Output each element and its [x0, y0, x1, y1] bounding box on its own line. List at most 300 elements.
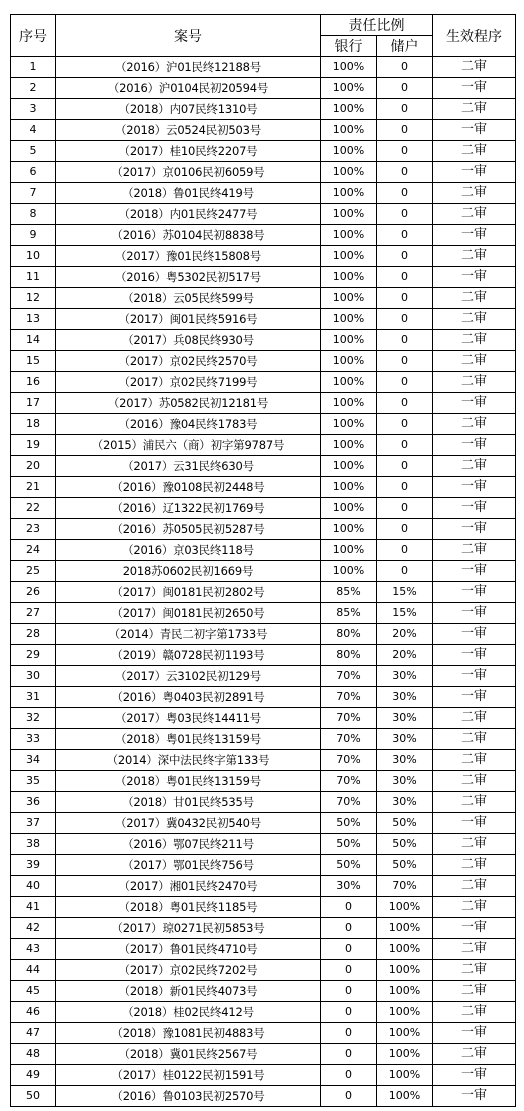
bank-ratio-cell: 85% — [321, 582, 377, 603]
procedure-cell: 一审 — [433, 645, 516, 666]
bank-ratio-cell: 85% — [321, 603, 377, 624]
row-number-cell: 6 — [11, 162, 56, 183]
header-ratio: 责任比例 — [321, 15, 433, 36]
row-number-cell: 18 — [11, 414, 56, 435]
header-no: 序号 — [11, 15, 56, 57]
depositor-ratio-cell: 100% — [377, 981, 433, 1002]
table-row — [11, 204, 516, 225]
row-number-cell: 35 — [11, 771, 56, 792]
procedure-cell: 二审 — [433, 792, 516, 813]
bank-ratio-cell: 70% — [321, 729, 377, 750]
case-number-cell: （2018）甘01民终535号 — [56, 792, 321, 813]
row-number-cell: 2 — [11, 78, 56, 99]
table-row — [11, 162, 516, 183]
procedure-cell: 二审 — [433, 771, 516, 792]
bank-ratio-cell: 0 — [321, 1023, 377, 1044]
table-row — [11, 645, 516, 666]
row-number-cell: 43 — [11, 939, 56, 960]
bank-ratio-cell: 50% — [321, 813, 377, 834]
bank-ratio-cell: 100% — [321, 78, 377, 99]
table-row — [11, 309, 516, 330]
bank-ratio-cell: 0 — [321, 960, 377, 981]
bank-ratio-cell: 100% — [321, 57, 377, 78]
bank-ratio-cell: 100% — [321, 225, 377, 246]
case-number-cell: 2018苏0602民初1669号 — [56, 561, 321, 582]
table-row — [11, 330, 516, 351]
bank-ratio-cell: 100% — [321, 414, 377, 435]
table-row — [11, 477, 516, 498]
depositor-ratio-cell: 100% — [377, 1086, 433, 1107]
responsibility-table — [10, 14, 516, 1107]
row-number-cell: 14 — [11, 330, 56, 351]
bank-ratio-cell: 100% — [321, 330, 377, 351]
table-row — [11, 981, 516, 1002]
row-number-cell: 27 — [11, 603, 56, 624]
bank-ratio-cell: 0 — [321, 1044, 377, 1065]
procedure-cell: 一审 — [433, 582, 516, 603]
depositor-ratio-cell: 30% — [377, 708, 433, 729]
procedure-cell: 二审 — [433, 729, 516, 750]
case-number-cell: （2018）云0524民初503号 — [56, 120, 321, 141]
bank-ratio-cell: 100% — [321, 435, 377, 456]
table-row — [11, 540, 516, 561]
case-number-cell: （2017）闽01民终5916号 — [56, 309, 321, 330]
case-number-cell: （2018）内07民终1310号 — [56, 99, 321, 120]
header-row-top — [11, 15, 516, 36]
bank-ratio-cell: 0 — [321, 918, 377, 939]
depositor-ratio-cell: 0 — [377, 267, 433, 288]
case-number-cell: （2017）京0106民初6059号 — [56, 162, 321, 183]
bank-ratio-cell: 100% — [321, 456, 377, 477]
table-row — [11, 939, 516, 960]
table-row — [11, 414, 516, 435]
depositor-ratio-cell: 0 — [377, 288, 433, 309]
row-number-cell: 19 — [11, 435, 56, 456]
bank-ratio-cell: 70% — [321, 792, 377, 813]
row-number-cell: 40 — [11, 876, 56, 897]
case-number-cell: （2018）桂02民终412号 — [56, 1002, 321, 1023]
row-number-cell: 29 — [11, 645, 56, 666]
table-row — [11, 1023, 516, 1044]
case-number-cell: （2017）京02民终2570号 — [56, 351, 321, 372]
case-number-cell: （2017）桂0122民初1591号 — [56, 1065, 321, 1086]
procedure-cell: 二审 — [433, 204, 516, 225]
row-number-cell: 23 — [11, 519, 56, 540]
depositor-ratio-cell: 70% — [377, 876, 433, 897]
bank-ratio-cell: 50% — [321, 834, 377, 855]
procedure-cell: 一审 — [433, 918, 516, 939]
row-number-cell: 21 — [11, 477, 56, 498]
procedure-cell: 一审 — [433, 435, 516, 456]
depositor-ratio-cell: 0 — [377, 78, 433, 99]
depositor-ratio-cell: 0 — [377, 309, 433, 330]
bank-ratio-cell: 0 — [321, 1002, 377, 1023]
depositor-ratio-cell: 0 — [377, 141, 433, 162]
table-row — [11, 351, 516, 372]
depositor-ratio-cell: 0 — [377, 330, 433, 351]
case-number-cell: （2017）闽0181民初2802号 — [56, 582, 321, 603]
depositor-ratio-cell: 0 — [377, 414, 433, 435]
row-number-cell: 26 — [11, 582, 56, 603]
bank-ratio-cell: 70% — [321, 708, 377, 729]
depositor-ratio-cell: 100% — [377, 918, 433, 939]
procedure-cell: 一审 — [433, 162, 516, 183]
case-number-cell: （2018）冀01民终2567号 — [56, 1044, 321, 1065]
row-number-cell: 24 — [11, 540, 56, 561]
table-row — [11, 729, 516, 750]
table-row — [11, 897, 516, 918]
row-number-cell: 22 — [11, 498, 56, 519]
row-number-cell: 38 — [11, 834, 56, 855]
row-number-cell: 46 — [11, 1002, 56, 1023]
procedure-cell: 一审 — [433, 666, 516, 687]
case-number-cell: （2019）赣0728民初1193号 — [56, 645, 321, 666]
row-number-cell: 44 — [11, 960, 56, 981]
table-row — [11, 813, 516, 834]
procedure-cell: 二审 — [433, 351, 516, 372]
header-depositor: 储户 — [377, 36, 433, 57]
depositor-ratio-cell: 50% — [377, 834, 433, 855]
depositor-ratio-cell: 20% — [377, 624, 433, 645]
bank-ratio-cell: 30% — [321, 876, 377, 897]
table-body — [11, 57, 516, 1107]
procedure-cell: 一审 — [433, 267, 516, 288]
depositor-ratio-cell: 100% — [377, 1044, 433, 1065]
depositor-ratio-cell: 0 — [377, 372, 433, 393]
depositor-ratio-cell: 0 — [377, 57, 433, 78]
procedure-cell: 二审 — [433, 960, 516, 981]
row-number-cell: 41 — [11, 897, 56, 918]
row-number-cell: 25 — [11, 561, 56, 582]
bank-ratio-cell: 0 — [321, 939, 377, 960]
table-row — [11, 246, 516, 267]
header-procedure: 生效程序 — [433, 15, 516, 57]
depositor-ratio-cell: 100% — [377, 1002, 433, 1023]
row-number-cell: 50 — [11, 1086, 56, 1107]
case-number-cell: （2017）苏0582民初12181号 — [56, 393, 321, 414]
procedure-cell: 一审 — [433, 477, 516, 498]
row-number-cell: 31 — [11, 687, 56, 708]
bank-ratio-cell: 100% — [321, 183, 377, 204]
header-case: 案号 — [56, 15, 321, 57]
row-number-cell: 28 — [11, 624, 56, 645]
procedure-cell: 二审 — [433, 330, 516, 351]
table-row — [11, 582, 516, 603]
row-number-cell: 16 — [11, 372, 56, 393]
bank-ratio-cell: 100% — [321, 393, 377, 414]
depositor-ratio-cell: 100% — [377, 897, 433, 918]
procedure-cell: 二审 — [433, 414, 516, 435]
bank-ratio-cell: 100% — [321, 288, 377, 309]
table-row — [11, 225, 516, 246]
case-number-cell: （2017）云3102民初129号 — [56, 666, 321, 687]
row-number-cell: 33 — [11, 729, 56, 750]
case-number-cell: （2016）京03民终118号 — [56, 540, 321, 561]
procedure-cell: 一审 — [433, 1086, 516, 1107]
row-number-cell: 17 — [11, 393, 56, 414]
depositor-ratio-cell: 30% — [377, 666, 433, 687]
row-number-cell: 45 — [11, 981, 56, 1002]
bank-ratio-cell: 100% — [321, 372, 377, 393]
depositor-ratio-cell: 0 — [377, 99, 433, 120]
depositor-ratio-cell: 100% — [377, 1065, 433, 1086]
procedure-cell: 一审 — [433, 1065, 516, 1086]
table-row — [11, 120, 516, 141]
row-number-cell: 5 — [11, 141, 56, 162]
case-number-cell: （2017）京02民终7199号 — [56, 372, 321, 393]
table-row — [11, 708, 516, 729]
depositor-ratio-cell: 0 — [377, 498, 433, 519]
case-number-cell: （2018）豫1081民初4883号 — [56, 1023, 321, 1044]
table-row — [11, 456, 516, 477]
case-number-cell: （2017）鲁01民终4710号 — [56, 939, 321, 960]
depositor-ratio-cell: 30% — [377, 750, 433, 771]
table-row — [11, 603, 516, 624]
procedure-cell: 二审 — [433, 309, 516, 330]
table-row — [11, 855, 516, 876]
table-row — [11, 57, 516, 78]
table-row — [11, 687, 516, 708]
table-row — [11, 288, 516, 309]
row-number-cell: 1 — [11, 57, 56, 78]
row-number-cell: 30 — [11, 666, 56, 687]
case-number-cell: （2017）兵08民终930号 — [56, 330, 321, 351]
table-row — [11, 498, 516, 519]
procedure-cell: 一审 — [433, 1023, 516, 1044]
bank-ratio-cell: 100% — [321, 540, 377, 561]
depositor-ratio-cell: 15% — [377, 582, 433, 603]
procedure-cell: 一审 — [433, 120, 516, 141]
procedure-cell: 二审 — [433, 939, 516, 960]
procedure-cell: 二审 — [433, 855, 516, 876]
case-number-cell: （2016）粤0403民初2891号 — [56, 687, 321, 708]
depositor-ratio-cell: 30% — [377, 792, 433, 813]
procedure-cell: 二审 — [433, 708, 516, 729]
depositor-ratio-cell: 100% — [377, 1023, 433, 1044]
table-row — [11, 1044, 516, 1065]
table-row — [11, 771, 516, 792]
bank-ratio-cell: 100% — [321, 477, 377, 498]
table-row — [11, 918, 516, 939]
depositor-ratio-cell: 50% — [377, 813, 433, 834]
procedure-cell: 二审 — [433, 141, 516, 162]
procedure-cell: 一审 — [433, 624, 516, 645]
bank-ratio-cell: 0 — [321, 1086, 377, 1107]
table-row — [11, 519, 516, 540]
row-number-cell: 4 — [11, 120, 56, 141]
procedure-cell: 二审 — [433, 876, 516, 897]
table-row — [11, 99, 516, 120]
bank-ratio-cell: 100% — [321, 519, 377, 540]
table-row — [11, 183, 516, 204]
depositor-ratio-cell: 0 — [377, 519, 433, 540]
case-number-cell: （2015）浦民六（商）初字第9787号 — [56, 435, 321, 456]
case-number-cell: （2016）苏0505民初5287号 — [56, 519, 321, 540]
depositor-ratio-cell: 0 — [377, 435, 433, 456]
table-row — [11, 1065, 516, 1086]
case-number-cell: （2018）粤01民终1185号 — [56, 897, 321, 918]
bank-ratio-cell: 0 — [321, 981, 377, 1002]
case-number-cell: （2017）豫01民终15808号 — [56, 246, 321, 267]
procedure-cell: 二审 — [433, 57, 516, 78]
procedure-cell: 一审 — [433, 225, 516, 246]
row-number-cell: 15 — [11, 351, 56, 372]
bank-ratio-cell: 100% — [321, 120, 377, 141]
bank-ratio-cell: 0 — [321, 1065, 377, 1086]
row-number-cell: 47 — [11, 1023, 56, 1044]
bank-ratio-cell: 100% — [321, 498, 377, 519]
depositor-ratio-cell: 0 — [377, 183, 433, 204]
procedure-cell: 二审 — [433, 750, 516, 771]
bank-ratio-cell: 100% — [321, 267, 377, 288]
procedure-cell: 一审 — [433, 561, 516, 582]
table-row — [11, 624, 516, 645]
table-row — [11, 267, 516, 288]
row-number-cell: 32 — [11, 708, 56, 729]
procedure-cell: 二审 — [433, 540, 516, 561]
bank-ratio-cell: 70% — [321, 750, 377, 771]
depositor-ratio-cell: 20% — [377, 645, 433, 666]
case-number-cell: （2018）内01民终2477号 — [56, 204, 321, 225]
case-number-cell: （2017）鄂01民终756号 — [56, 855, 321, 876]
table-row — [11, 393, 516, 414]
depositor-ratio-cell: 0 — [377, 351, 433, 372]
table-row — [11, 792, 516, 813]
row-number-cell: 8 — [11, 204, 56, 225]
case-number-cell: （2016）鲁0103民初2570号 — [56, 1086, 321, 1107]
case-number-cell: （2017）闽0181民初2650号 — [56, 603, 321, 624]
table-row — [11, 561, 516, 582]
procedure-cell: 一审 — [433, 393, 516, 414]
bank-ratio-cell: 100% — [321, 309, 377, 330]
table-row — [11, 960, 516, 981]
case-number-cell: （2017）云31民终630号 — [56, 456, 321, 477]
case-number-cell: （2016）豫0108民初2448号 — [56, 477, 321, 498]
table-row — [11, 666, 516, 687]
case-number-cell: （2016）鄂07民终211号 — [56, 834, 321, 855]
procedure-cell: 一审 — [433, 603, 516, 624]
procedure-cell: 二审 — [433, 1002, 516, 1023]
row-number-cell: 42 — [11, 918, 56, 939]
table-row — [11, 834, 516, 855]
depositor-ratio-cell: 0 — [377, 120, 433, 141]
table-row — [11, 1002, 516, 1023]
procedure-cell: 二审 — [433, 1044, 516, 1065]
procedure-cell: 一审 — [433, 813, 516, 834]
case-number-cell: （2017）湘01民终2470号 — [56, 876, 321, 897]
procedure-cell: 一审 — [433, 498, 516, 519]
procedure-cell: 二审 — [433, 897, 516, 918]
case-number-cell: （2014）青民二初字第1733号 — [56, 624, 321, 645]
procedure-cell: 二审 — [433, 183, 516, 204]
row-number-cell: 20 — [11, 456, 56, 477]
depositor-ratio-cell: 0 — [377, 225, 433, 246]
bank-ratio-cell: 80% — [321, 645, 377, 666]
case-number-cell: （2017）粤03民终14411号 — [56, 708, 321, 729]
depositor-ratio-cell: 0 — [377, 540, 433, 561]
procedure-cell: 二审 — [433, 246, 516, 267]
case-number-cell: （2016）苏0104民初8838号 — [56, 225, 321, 246]
depositor-ratio-cell: 0 — [377, 456, 433, 477]
depositor-ratio-cell: 30% — [377, 729, 433, 750]
bank-ratio-cell: 100% — [321, 351, 377, 372]
table-row — [11, 372, 516, 393]
row-number-cell: 3 — [11, 99, 56, 120]
depositor-ratio-cell: 30% — [377, 771, 433, 792]
case-number-cell: （2017）京02民终7202号 — [56, 960, 321, 981]
depositor-ratio-cell: 100% — [377, 960, 433, 981]
row-number-cell: 48 — [11, 1044, 56, 1065]
depositor-ratio-cell: 100% — [377, 939, 433, 960]
depositor-ratio-cell: 30% — [377, 687, 433, 708]
table-row — [11, 78, 516, 99]
depositor-ratio-cell: 15% — [377, 603, 433, 624]
table-row — [11, 750, 516, 771]
case-number-cell: （2018）新01民终4073号 — [56, 981, 321, 1002]
case-number-cell: （2017）琼0271民初5853号 — [56, 918, 321, 939]
case-number-cell: （2016）辽1322民初1769号 — [56, 498, 321, 519]
depositor-ratio-cell: 0 — [377, 561, 433, 582]
bank-ratio-cell: 0 — [321, 897, 377, 918]
bank-ratio-cell: 100% — [321, 141, 377, 162]
bank-ratio-cell: 50% — [321, 855, 377, 876]
case-number-cell: （2018）云05民终599号 — [56, 288, 321, 309]
procedure-cell: 二审 — [433, 99, 516, 120]
table-row — [11, 1086, 516, 1107]
table-row — [11, 435, 516, 456]
bank-ratio-cell: 80% — [321, 624, 377, 645]
row-number-cell: 10 — [11, 246, 56, 267]
bank-ratio-cell: 70% — [321, 771, 377, 792]
depositor-ratio-cell: 0 — [377, 162, 433, 183]
bank-ratio-cell: 100% — [321, 561, 377, 582]
depositor-ratio-cell: 0 — [377, 393, 433, 414]
header-bank: 银行 — [321, 36, 377, 57]
procedure-cell: 二审 — [433, 981, 516, 1002]
procedure-cell: 二审 — [433, 834, 516, 855]
row-number-cell: 13 — [11, 309, 56, 330]
row-number-cell: 49 — [11, 1065, 56, 1086]
table-row — [11, 141, 516, 162]
row-number-cell: 36 — [11, 792, 56, 813]
row-number-cell: 11 — [11, 267, 56, 288]
procedure-cell: 二审 — [433, 288, 516, 309]
case-number-cell: （2014）深中法民终字第133号 — [56, 750, 321, 771]
row-number-cell: 39 — [11, 855, 56, 876]
row-number-cell: 9 — [11, 225, 56, 246]
case-number-cell: （2018）鲁01民终419号 — [56, 183, 321, 204]
table-row — [11, 876, 516, 897]
case-number-cell: （2016）沪01民终12188号 — [56, 57, 321, 78]
procedure-cell: 一审 — [433, 687, 516, 708]
case-number-cell: （2017）冀0432民初540号 — [56, 813, 321, 834]
case-number-cell: （2016）粤5302民初517号 — [56, 267, 321, 288]
bank-ratio-cell: 100% — [321, 162, 377, 183]
procedure-cell: 一审 — [433, 78, 516, 99]
case-number-cell: （2016）豫04民终1783号 — [56, 414, 321, 435]
bank-ratio-cell: 100% — [321, 99, 377, 120]
depositor-ratio-cell: 50% — [377, 855, 433, 876]
depositor-ratio-cell: 0 — [377, 246, 433, 267]
bank-ratio-cell: 70% — [321, 687, 377, 708]
bank-ratio-cell: 100% — [321, 246, 377, 267]
depositor-ratio-cell: 0 — [377, 477, 433, 498]
case-number-cell: （2018）粤01民终13159号 — [56, 729, 321, 750]
case-number-cell: （2017）桂10民终2207号 — [56, 141, 321, 162]
row-number-cell: 12 — [11, 288, 56, 309]
depositor-ratio-cell: 0 — [377, 204, 433, 225]
case-number-cell: （2016）沪0104民初20594号 — [56, 78, 321, 99]
